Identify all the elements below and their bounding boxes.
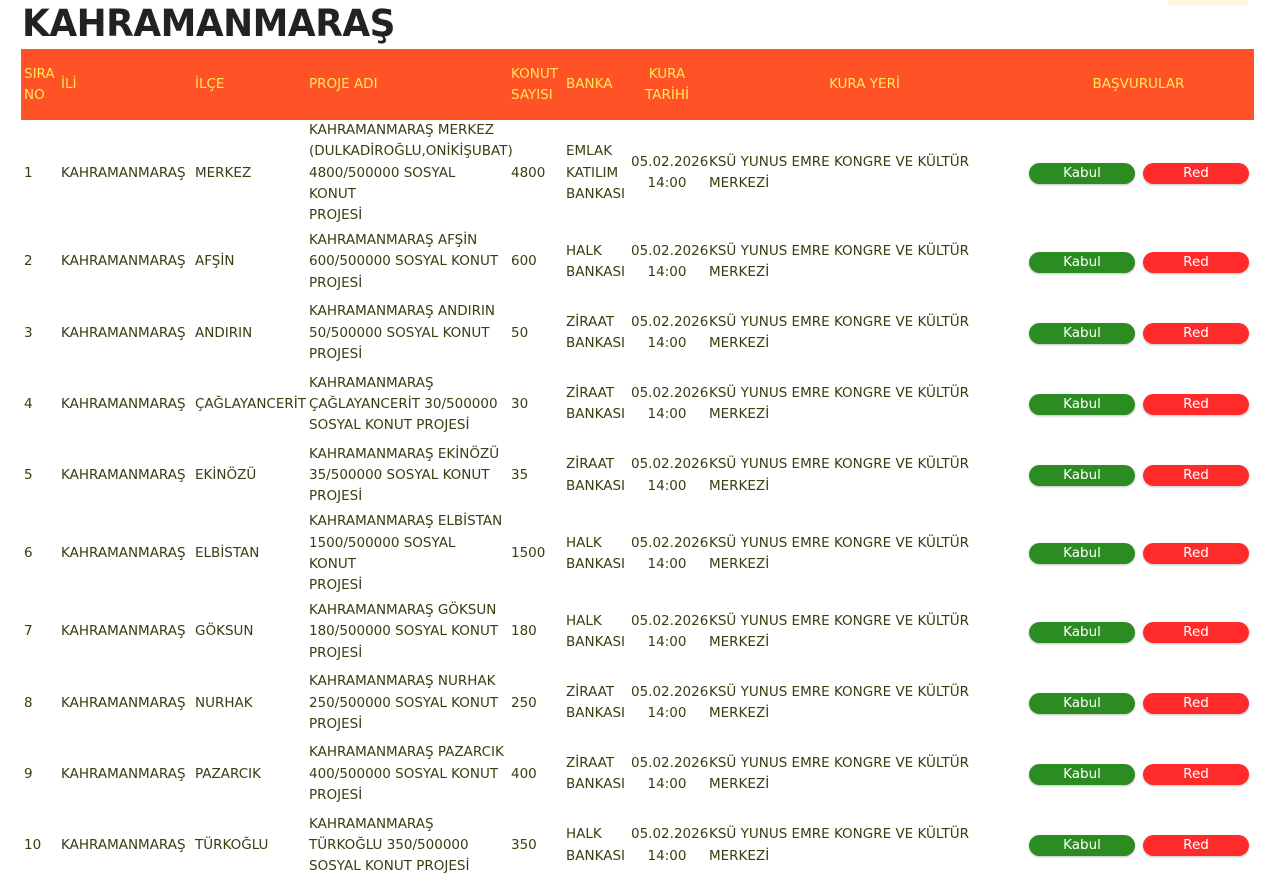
cell-kura-tarihi — [628, 511, 709, 596]
banka-line: BANKASI — [566, 847, 625, 864]
proje-line: 600/500000 SOSYAL KONUT — [309, 253, 499, 270]
cell-kura-tarihi — [628, 810, 709, 881]
cell-banka — [563, 668, 628, 739]
cell-kura-tarihi — [628, 369, 709, 440]
proje-line: TÜRKOĞLU 350/500000 — [309, 836, 469, 853]
kabul-button[interactable]: Kabul — [1029, 465, 1135, 486]
proje-line: (DULKADİROĞLU,ONİKİŞUBAT) — [309, 143, 513, 160]
red-button[interactable]: Red — [1143, 394, 1249, 415]
header-konut-sayisi — [508, 49, 563, 120]
banka-line: BANKASI — [566, 555, 625, 572]
banka-line: ZİRAAT — [566, 683, 615, 700]
cell-kura-yeri: KSÜ YUNUS EMRE KONGRE VE KÜLTÜR MERKEZİ — [709, 612, 970, 651]
cell-ilce: TÜRKOĞLU — [195, 836, 269, 853]
cell-ilce: ANDIRIN — [195, 324, 253, 341]
table-body — [21, 120, 1254, 881]
kura-date: 05.02.2026 — [631, 755, 709, 772]
header-basvurular: BAŞVURULAR — [1092, 76, 1185, 92]
kabul-button[interactable]: Kabul — [1029, 163, 1135, 184]
cell-sira-no: 10 — [24, 836, 42, 853]
kura-time: 14:00 — [647, 776, 687, 793]
cell-proje-adi — [306, 739, 508, 810]
proje-line: 180/500000 SOSYAL KONUT — [309, 623, 499, 640]
proje-line: KAHRAMANMARAŞ — [309, 374, 434, 391]
proje-line: PROJESİ — [309, 345, 363, 362]
cell-sira-no: 7 — [24, 623, 33, 640]
cell-banka — [563, 511, 628, 596]
cell-kura-yeri: KSÜ YUNUS EMRE KONGRE VE KÜLTÜR MERKEZİ — [709, 755, 970, 793]
kabul-button[interactable]: Kabul — [1029, 693, 1135, 714]
red-button[interactable]: Red — [1143, 252, 1249, 273]
kura-date: 05.02.2026 — [631, 826, 709, 843]
red-button[interactable]: Red — [1143, 543, 1249, 564]
cell-banka — [563, 440, 628, 511]
cell-il: KAHRAMANMARAŞ — [61, 545, 186, 562]
kura-time: 14:00 — [647, 705, 687, 722]
cell-kura-yeri: KSÜ YUNUS EMRE KONGRE VE KÜLTÜR MERKEZİ — [709, 153, 970, 192]
cell-konut-sayisi: 180 — [511, 623, 537, 640]
cell-banka — [563, 369, 628, 440]
banka-line: BANKASI — [566, 634, 625, 651]
kabul-button[interactable]: Kabul — [1029, 543, 1135, 564]
proje-line: SOSYAL KONUT PROJESİ — [309, 858, 470, 875]
header-row — [21, 49, 1254, 120]
kura-time: 14:00 — [647, 335, 687, 352]
cell-basvurular — [1023, 668, 1254, 739]
table-header — [21, 49, 1254, 120]
red-button[interactable]: Red — [1143, 622, 1249, 643]
cell-sira-no: 2 — [24, 253, 33, 270]
banka-line: ZİRAAT — [566, 755, 615, 772]
proje-line: PROJESİ — [309, 577, 363, 594]
kura-date: 05.02.2026 — [631, 612, 709, 629]
cell-banka — [563, 596, 628, 667]
kura-date: 05.02.2026 — [631, 313, 709, 330]
proje-line: KAHRAMANMARAŞ AFŞİN — [309, 232, 478, 249]
cell-kura-yeri: KSÜ YUNUS EMRE KONGRE VE KÜLTÜR MERKEZİ — [709, 534, 970, 572]
cell-proje-adi — [306, 226, 508, 297]
cell-proje-adi — [306, 810, 508, 881]
banka-line: KATILIM — [566, 164, 619, 181]
kura-date: 05.02.2026 — [631, 153, 709, 170]
banka-line: HALK — [566, 534, 602, 551]
cell-konut-sayisi: 1500 — [511, 545, 546, 562]
proje-line: ÇAĞLAYANCERİT 30/500000 — [309, 395, 498, 412]
cell-sira-no: 8 — [24, 694, 33, 711]
cell-ilce: EKİNÖZÜ — [195, 466, 257, 483]
proje-line: PROJESİ — [309, 274, 363, 291]
cell-basvurular — [1023, 298, 1254, 369]
cell-banka — [563, 226, 628, 297]
kura-time: 14:00 — [647, 264, 687, 281]
red-button[interactable]: Red — [1143, 163, 1249, 184]
kura-table — [21, 49, 1254, 881]
cell-basvurular — [1023, 511, 1254, 596]
banka-line: ZİRAAT — [566, 456, 615, 473]
cell-ilce: GÖKSUN — [195, 623, 254, 640]
table-row — [21, 369, 1254, 440]
table-row — [21, 511, 1254, 596]
kabul-button[interactable]: Kabul — [1029, 835, 1135, 856]
red-button[interactable]: Red — [1143, 465, 1249, 486]
cell-kura-tarihi — [628, 440, 709, 511]
cell-proje-adi — [306, 440, 508, 511]
cell-banka — [563, 739, 628, 810]
cell-proje-adi — [306, 120, 513, 226]
kabul-button[interactable]: Kabul — [1029, 252, 1135, 273]
cell-konut-sayisi: 50 — [511, 324, 529, 341]
cell-kura-yeri: KSÜ YUNUS EMRE KONGRE VE KÜLTÜR MERKEZİ — [709, 826, 970, 864]
cell-kura-tarihi — [628, 596, 709, 667]
kabul-button[interactable]: Kabul — [1029, 323, 1135, 344]
header-proje-adi: PROJE ADI — [309, 76, 378, 92]
cell-basvurular — [1023, 120, 1254, 226]
corner-tab — [1168, 0, 1248, 6]
cell-proje-adi — [306, 668, 508, 739]
table-row — [21, 298, 1254, 369]
cell-kura-yeri: KSÜ YUNUS EMRE KONGRE VE KÜLTÜR MERKEZİ — [709, 313, 970, 352]
cell-konut-sayisi: 4800 — [511, 164, 546, 181]
banka-line: HALK — [566, 242, 602, 259]
kura-date: 05.02.2026 — [631, 534, 709, 551]
banka-line: BANKASI — [566, 477, 625, 494]
kura-date: 05.02.2026 — [631, 242, 709, 259]
cell-konut-sayisi: 400 — [511, 765, 537, 782]
cell-il: KAHRAMANMARAŞ — [61, 836, 186, 853]
header-ili: İLİ — [61, 76, 77, 92]
cell-il: KAHRAMANMARAŞ — [61, 395, 186, 412]
cell-sira-no: 5 — [24, 466, 33, 483]
cell-banka — [563, 810, 628, 881]
cell-kura-yeri: KSÜ YUNUS EMRE KONGRE VE KÜLTÜR MERKEZİ — [709, 683, 970, 722]
proje-line: 50/500000 SOSYAL KONUT — [309, 324, 490, 341]
cell-proje-adi — [306, 596, 508, 667]
kura-date: 05.02.2026 — [631, 385, 709, 402]
kura-time: 14:00 — [647, 847, 687, 864]
banka-line: BANKASI — [566, 264, 625, 281]
kura-date: 05.02.2026 — [631, 683, 709, 700]
header-konut-line1: KONUT — [511, 65, 558, 82]
proje-line: PROJESİ — [309, 207, 363, 224]
kabul-button[interactable]: Kabul — [1029, 394, 1135, 415]
proje-line: 35/500000 SOSYAL KONUT — [309, 466, 490, 483]
header-kura-yeri: KURA YERİ — [829, 76, 900, 92]
banka-line: BANKASI — [566, 776, 625, 793]
kura-time: 14:00 — [647, 175, 687, 192]
header-konut-line2: SAYISI — [511, 86, 553, 103]
cell-basvurular — [1023, 739, 1254, 810]
cell-ilce: AFŞİN — [195, 253, 235, 270]
proje-line: KAHRAMANMARAŞ GÖKSUN — [309, 602, 497, 619]
red-button[interactable]: Red — [1143, 693, 1249, 714]
cell-kura-tarihi — [628, 120, 709, 226]
cell-kura-tarihi — [628, 739, 709, 810]
cell-il: KAHRAMANMARAŞ — [61, 324, 186, 341]
header-ilce: İLÇE — [195, 76, 225, 92]
proje-line: KAHRAMANMARAŞ — [309, 815, 434, 832]
cell-proje-adi — [306, 511, 508, 596]
banka-line: HALK — [566, 612, 602, 629]
cell-basvurular — [1023, 369, 1254, 440]
proje-line: 250/500000 SOSYAL KONUT — [309, 694, 499, 711]
banka-line: BANKASI — [566, 406, 625, 423]
proje-line: 1500/500000 SOSYAL KONUT — [309, 534, 456, 572]
cell-il: KAHRAMANMARAŞ — [61, 694, 186, 711]
cell-kura-yeri: KSÜ YUNUS EMRE KONGRE VE KÜLTÜR MERKEZİ — [709, 242, 970, 281]
proje-line: PROJESİ — [309, 715, 363, 732]
table-row — [21, 440, 1254, 511]
banka-line: BANKASI — [566, 185, 625, 202]
cell-kura-tarihi — [628, 298, 709, 369]
header-sira-no — [21, 49, 58, 120]
kura-date: 05.02.2026 — [631, 456, 709, 473]
red-button[interactable]: Red — [1143, 835, 1249, 856]
cell-kura-yeri: KSÜ YUNUS EMRE KONGRE VE KÜLTÜR MERKEZİ — [709, 456, 970, 494]
header-kura-tarihi — [628, 49, 706, 120]
banka-line: EMLAK — [566, 143, 613, 160]
cell-ilce: ÇAĞLAYANCERİT — [195, 395, 306, 412]
proje-line: PROJESİ — [309, 787, 363, 804]
cell-proje-adi — [306, 298, 508, 369]
red-button[interactable]: Red — [1143, 323, 1249, 344]
proje-line: KAHRAMANMARAŞ ELBİSTAN — [309, 513, 503, 530]
cell-banka — [563, 298, 628, 369]
proje-line: PROJESİ — [309, 644, 363, 661]
cell-sira-no: 6 — [24, 545, 33, 562]
kura-time: 14:00 — [647, 406, 687, 423]
cell-kura-tarihi — [628, 226, 709, 297]
table-row — [21, 226, 1254, 297]
table-row — [21, 668, 1254, 739]
cell-il: KAHRAMANMARAŞ — [61, 765, 186, 782]
cell-il: KAHRAMANMARAŞ — [61, 164, 186, 181]
cell-il: KAHRAMANMARAŞ — [61, 253, 186, 270]
cell-sira-no: 4 — [24, 395, 33, 412]
cell-basvurular — [1023, 810, 1254, 881]
cell-basvurular — [1023, 440, 1254, 511]
header-kura-line2: TARİHİ — [645, 86, 689, 103]
banka-line: ZİRAAT — [566, 313, 615, 330]
kabul-button[interactable]: Kabul — [1029, 622, 1135, 643]
table-row — [21, 120, 1254, 226]
proje-line: KAHRAMANMARAŞ EKİNÖZÜ — [309, 445, 500, 462]
proje-line: 4800/500000 SOSYAL KONUT — [309, 164, 456, 202]
header-sira-line1: SIRA — [24, 65, 55, 82]
cell-il: KAHRAMANMARAŞ — [61, 466, 186, 483]
cell-sira-no: 3 — [24, 324, 33, 341]
cell-sira-no: 9 — [24, 765, 33, 782]
cell-kura-tarihi — [628, 668, 709, 739]
red-button[interactable]: Red — [1143, 764, 1249, 785]
proje-line: PROJESİ — [309, 488, 363, 505]
header-kura-line1: KURA — [648, 65, 686, 82]
cell-banka — [563, 120, 628, 226]
kura-time: 14:00 — [647, 555, 687, 572]
kabul-button[interactable]: Kabul — [1029, 764, 1135, 785]
proje-line: KAHRAMANMARAŞ MERKEZ — [309, 122, 495, 138]
cell-basvurular — [1023, 226, 1254, 297]
cell-konut-sayisi: 600 — [511, 253, 537, 270]
table-row — [21, 810, 1254, 881]
cell-konut-sayisi: 250 — [511, 694, 537, 711]
proje-line: 400/500000 SOSYAL KONUT — [309, 765, 499, 782]
kura-time: 14:00 — [647, 477, 687, 494]
cell-sira-no: 1 — [24, 164, 33, 181]
banka-line: BANKASI — [566, 705, 625, 722]
page-title: KAHRAMANMARAŞ — [22, 2, 396, 45]
proje-line: KAHRAMANMARAŞ NURHAK — [309, 673, 496, 690]
cell-il: KAHRAMANMARAŞ — [61, 623, 186, 640]
table-row — [21, 739, 1254, 810]
banka-line: HALK — [566, 826, 602, 843]
cell-ilce: MERKEZ — [195, 164, 252, 181]
cell-konut-sayisi: 350 — [511, 836, 537, 853]
cell-konut-sayisi: 30 — [511, 395, 529, 412]
cell-ilce: NURHAK — [195, 694, 253, 711]
proje-line: KAHRAMANMARAŞ PAZARCIK — [309, 744, 504, 761]
banka-line: ZİRAAT — [566, 385, 615, 402]
cell-kura-yeri: KSÜ YUNUS EMRE KONGRE VE KÜLTÜR MERKEZİ — [709, 385, 970, 423]
cell-proje-adi — [306, 369, 508, 440]
header-sira-line2: NO — [24, 86, 45, 103]
cell-ilce: ELBİSTAN — [195, 545, 260, 562]
kura-time: 14:00 — [647, 634, 687, 651]
cell-basvurular — [1023, 596, 1254, 667]
proje-line: KAHRAMANMARAŞ ANDIRIN — [309, 303, 496, 320]
cell-konut-sayisi: 35 — [511, 466, 529, 483]
banka-line: BANKASI — [566, 335, 625, 352]
cell-ilce: PAZARCIK — [195, 765, 261, 782]
header-banka: BANKA — [566, 76, 613, 92]
proje-line: SOSYAL KONUT PROJESİ — [309, 417, 470, 434]
table-row — [21, 596, 1254, 667]
